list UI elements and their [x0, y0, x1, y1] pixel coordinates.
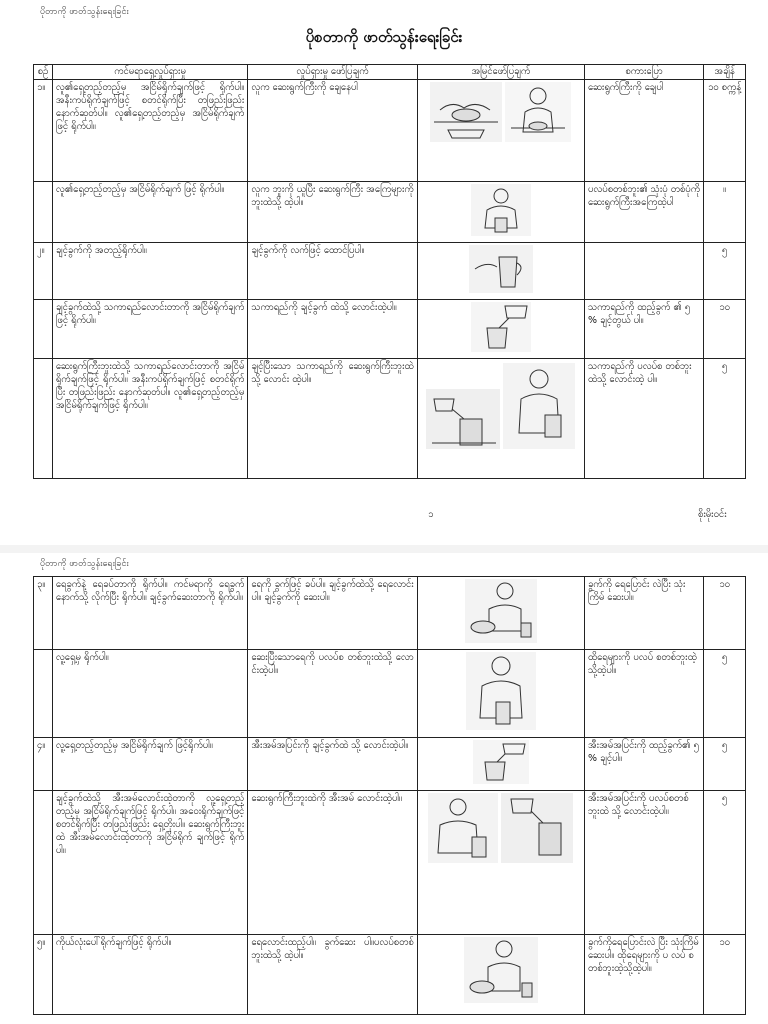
speech-text: ခွက်ကို ရေပြောင်း လဲပြီး သုံးကြိမ် ဆေးပါ။	[584, 577, 703, 650]
duration: ။	[704, 182, 746, 243]
action-description: ချင့်ခွက်ကို လက်ဖြင့် ထောင်ပြပါ။	[248, 243, 417, 300]
storyboard-table	[33, 64, 746, 479]
page-title: ပိုစတာကို ဖာတ်သွန်းရေးခြင်း	[305, 28, 463, 46]
hand-holding-cup-illustration	[469, 245, 533, 293]
speech-text: ပလပ်စတစ်ဘူး၏ သုံးပုံ တစ်ပုံကို ဆေးရွက်ကြီးအကြေထဲ့ပါ	[584, 182, 703, 243]
camera-direction: ရေခွက်နဲ့ ရေခပ်တာကို ရိုက်ပါ။ ကင်မရာကို ရေခွက်နောက်သို့ လိုက်ပြီး ရိုက်ပါ။ ချင့်ခွက်ဆေးတာကို ရိုက်ပါ။	[52, 577, 248, 650]
camera-direction: လူ့ရှေ့တည့်တည့်မှ အငြိမ်ရိုက်ချက် ဖြင့်ရိုက်ပါ။	[52, 738, 248, 791]
row-number	[34, 300, 53, 359]
person-washing-cup-illustration	[464, 937, 538, 1003]
table-row	[34, 182, 746, 243]
table-row	[34, 359, 746, 479]
header-speech: စကားပြော	[584, 65, 703, 80]
camera-direction: ချင့်ခွက်ကို အတည့်ရိုက်ပါ။	[52, 243, 248, 300]
duration: ၁၀	[704, 577, 746, 650]
row-number	[34, 791, 53, 935]
storyboard-table	[33, 576, 746, 1015]
duration: ၅	[704, 359, 746, 479]
row-number	[34, 182, 53, 243]
row-number	[34, 650, 53, 738]
table-header-row	[34, 65, 746, 80]
hands-rolling-leaf-illustration	[430, 82, 502, 142]
pouring-em-into-box-closeup-illustration	[501, 793, 573, 863]
table-row	[34, 791, 746, 935]
duration: ၅	[704, 738, 746, 791]
speech-text: အီးအမ်အပြင်းကို ထည့်ခွက်၏ ၅ % ချင့်ပါ။	[584, 738, 703, 791]
visual-cell	[417, 577, 584, 650]
camera-direction: လူ၏ရှေ့တည့်တည့်မှ အငြိမ်ရိုက်ချက်ဖြင့် ရိုက်ပါ။ အနီးကပ်ရိုက်ချက်ဖြင့် စတင်ရိုက်ပြီး တဖြည်းဖြည်း နောက်ဆုတ်ပါ။ လူ၏ရှေ့တည့်တည့်မှ အငြိမ်ရိုက်ချက် ဖြင့် ရိုက်ပါ။	[52, 80, 248, 182]
person-pouring-em-illustration	[428, 793, 498, 863]
action-description: ဆေးရွက်ကြီးဘူးထဲကို အီးအမ် လောင်းထဲ့ပါ။	[248, 791, 417, 935]
header-time: အချိန်	[704, 65, 746, 80]
action-description: လူက ဆေးရွက်ကြီးကို ချေနေပါ	[248, 80, 417, 182]
visual-cell	[417, 359, 584, 479]
action-description: သကာရည်ကို ချင့်ခွက် ထဲသို့ လောင်းထဲ့ပါ။	[248, 300, 417, 359]
action-description: ရေလောင်းထည့်ပါ။ ခွက်ဆေး ပါ။ပလပ်စတစ်ဘူးထဲသို့ ထဲ့ပါ။	[248, 935, 417, 1015]
action-description: ဆေးပြီးသောရေကို ပလပ်စ တစ်ဘူးထဲသို့ လောင်းထဲ့ပါ။	[248, 650, 417, 738]
row-number: ၅။	[34, 935, 53, 1015]
duration: ၅	[704, 650, 746, 738]
speech-text: သကာရည်ကို ထည့်ခွက် ၏ ၅ % ချင့်တွယ် ပါ။	[584, 300, 703, 359]
camera-direction: ချင့်ခွက်ထဲသို့ အီးအမ်လောင်းထဲ့တာကို လူ့ရှေ့တည့်တည့်မှ အငြိမ်ရိုက်ချက်ဖြင့် ရိုက်ပါ။ အဝေးရိုက်ချက်ဖြင့် စတင်ရိုက်ပြီး တဖြည်းဖြည်း ရှေ့တိုးပါ။ ဆေးရွက်ကြီးဘူးထဲ အီးအမ်လောင်းထဲ့တာကို အငြိမ်ရိုက် ချက်ဖြင့် ရိုက်ပါ။	[52, 791, 248, 935]
pouring-into-cup-illustration	[471, 302, 531, 352]
table-row	[34, 650, 746, 738]
action-description: ချင့်ပြီးသော သကာရည်ကို ဆေးရွက်ကြီးဘူးထဲသို့ လောင်း ထဲ့ပါ။	[248, 359, 417, 479]
row-number: ၁။	[34, 80, 53, 182]
table-row	[34, 80, 746, 182]
table-row	[34, 577, 746, 650]
camera-direction: ကိုယ်လုံးပေါ်ရိုက်ချက်ဖြင့် ရိုက်ပါ။	[52, 935, 248, 1015]
pouring-into-box-closeup-illustration	[426, 389, 500, 449]
person-pouring-rinse-water-illustration	[466, 652, 536, 730]
running-head: ပိုတာကို ဖာတ်သွန်းရေးခြင်း	[40, 7, 129, 17]
duration: ၅	[704, 791, 746, 935]
action-description: အီးအမ်အပြင်းကို ချင့်ခွက်ထဲ သို့ လောင်းထဲ့ပါ။	[248, 738, 417, 791]
row-number: ၃။	[34, 577, 53, 650]
duration: ၅	[704, 243, 746, 300]
person-scooping-water-illustration	[465, 579, 537, 643]
page-number: ၁	[428, 509, 434, 520]
header-action: လှုပ်ရှားမှု ဖော်ပြချက်	[248, 65, 417, 80]
visual-cell	[417, 791, 584, 935]
speech-text	[584, 243, 703, 300]
visual-cell	[417, 182, 584, 243]
action-description: လူက ဘူးကို ယူပြီး ဆေးရွက်ကြီး အကြေများကို ဘူးထဲသို့ ထဲ့ပါ။	[248, 182, 417, 243]
table-row	[34, 935, 746, 1015]
author-name: စိုးမိုးဝင်း	[698, 509, 727, 520]
header-camera: ကင်မရာရှေ့လှုပ်ရှားမှု	[52, 65, 248, 80]
person-pouring-into-box-illustration	[503, 363, 575, 449]
table-row	[34, 300, 746, 359]
visual-cell	[417, 738, 584, 791]
duration: ၁၀ စက္ကန့်	[704, 80, 746, 182]
action-description: ရေကို ခွက်ဖြင့် ခပ်ပါ။ ချင့်ခွက်ထဲသို့ ရေလောင်းပါ။ ချင့်ခွက်ကို ဆေးပါ။	[248, 577, 417, 650]
row-number	[34, 359, 53, 479]
person-filling-box-illustration	[471, 184, 531, 236]
page-separator	[0, 545, 768, 553]
speech-text: ဆေးရွက်ကြီးကို ချေပါ	[584, 80, 703, 182]
visual-cell	[417, 243, 584, 300]
header-visual: အမြင်ဖော်ပြချက်	[417, 65, 584, 80]
speech-text: အီးအမ်အပြင်းကို ပလပ်စတစ်ဘူးထဲ သို့ လောင်းထဲ့ပါ။	[584, 791, 703, 935]
person-rolling-leaf-illustration	[505, 82, 571, 142]
duration: ၁၀	[704, 935, 746, 1015]
camera-direction: ချင့်ခွက်ထဲသို့ သကာရည်လောင်းတာကို အငြိမ်ရိုက်ချက်ဖြင့် ရိုက်ပါ။	[52, 300, 248, 359]
camera-direction: ဆေးရွက်ကြီးဘူးထဲသို့ သကာရည်လောင်းတာကို အငြိမ်ရိုက်ချက်ဖြင့် ရိုက်ပါ။ အနီးကပ်ရိုက်ချက်ဖြင့် စတင်ရိုက်ပြီး တဖြည်းဖြည်း နောက်ဆုတ်ပါ။ လူ၏ရှေ့တည့်တည့်မှ အငြိမ်ရိုက်ချက်ဖြင့် ရိုက်ပါ။	[52, 359, 248, 479]
speech-text: ခွက်ကိုရေပြောင်းလဲ ပြီး သုံးကြိမ် ဆေးပါ။ ထိုရေများကို ပ လပ် စတစ်ဘူးထဲ့သို့ထဲ့ပါ။	[584, 935, 703, 1015]
row-number: ၄။	[34, 738, 53, 791]
visual-cell	[417, 650, 584, 738]
page-2	[0, 558, 768, 1024]
speech-text: သကာရည်ကို ပလပ်စ တစ်ဘူးထဲသို့ လောင်းထဲ့ ပါ။	[584, 359, 703, 479]
camera-direction: လူ့ရှေ့မှ ရိုက်ပါ။	[52, 650, 248, 738]
pouring-em-into-cup-illustration	[473, 740, 529, 784]
speech-text: ထိုရေများကို ပလပ် စတစ်ဘူးထဲ့သို့ထဲ့ပါ။	[584, 650, 703, 738]
visual-cell	[417, 935, 584, 1015]
running-head: ပိုတာကို ဖာတ်သွန်းရေးခြင်း	[40, 559, 129, 569]
row-number: ၂။	[34, 243, 53, 300]
camera-direction: လူ၏ရှေ့တည့်တည့်မှ အငြိမ်ရိုက်ချက် ဖြင့် ရိုက်ပါ။	[52, 182, 248, 243]
duration: ၁၀	[704, 300, 746, 359]
table-row	[34, 243, 746, 300]
header-no: စဉ်	[34, 65, 53, 80]
visual-cell	[417, 300, 584, 359]
visual-cell	[417, 80, 584, 182]
table-row	[34, 738, 746, 791]
